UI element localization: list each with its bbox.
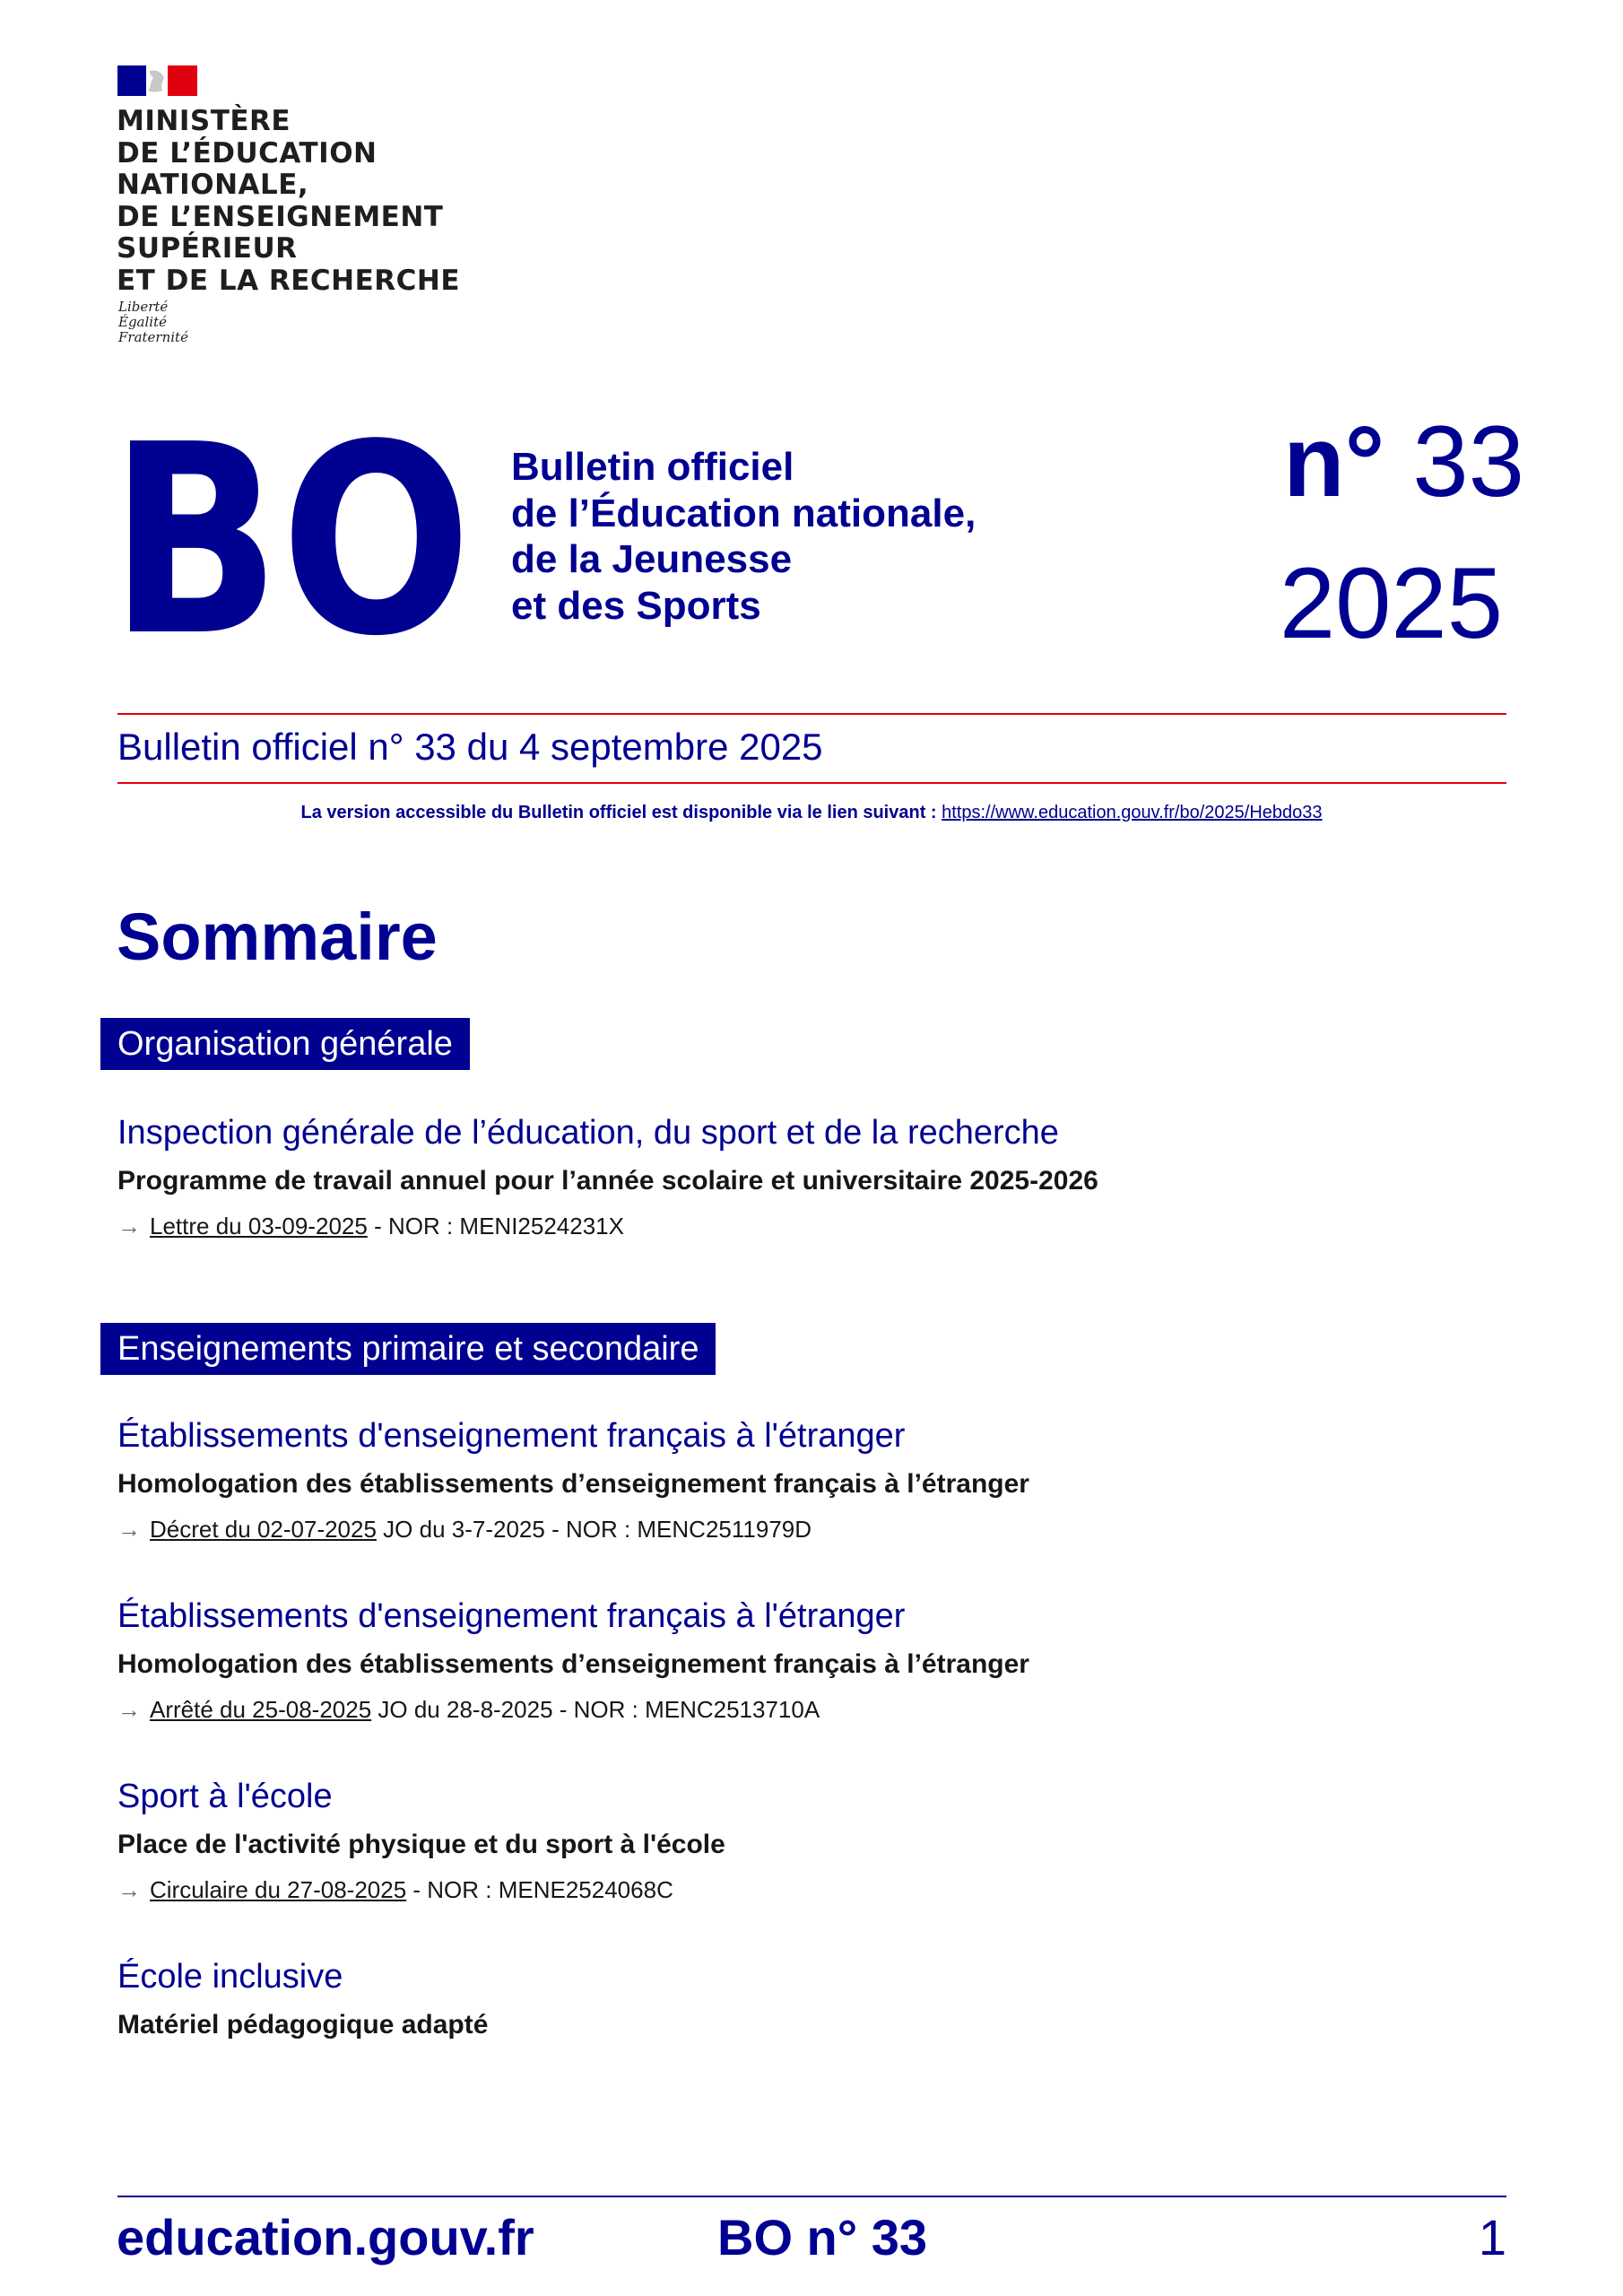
- entry-reference: [117, 1211, 1462, 1241]
- entry-reference-link[interactable]: Décret du 02-07-2025: [150, 1516, 377, 1543]
- ministry-line: DE L’ENSEIGNEMENT: [117, 200, 444, 233]
- issue-number: [1148, 405, 1524, 517]
- republic-motto: [118, 300, 188, 345]
- bo-logo: [109, 388, 473, 693]
- entry-reference-link[interactable]: Lettre du 03-09-2025: [150, 1213, 368, 1239]
- entry-reference-link[interactable]: Arrêté du 25-08-2025: [150, 1696, 372, 1723]
- summary-entry: [117, 1415, 1462, 1544]
- section-tag-organisation-generale: Organisation générale: [100, 1018, 470, 1070]
- ministry-line: NATIONALE,: [117, 169, 309, 201]
- entry-title: Homologation des établissements d’enseignement français à l’étranger: [117, 1469, 1029, 1499]
- entry-reference-link[interactable]: Circulaire du 27-08-2025: [150, 1876, 407, 1903]
- bulletin-title-line: et des Sports: [511, 583, 761, 628]
- entry-title: Place de l'activité physique et du sport à l'école: [117, 1830, 725, 1859]
- footer-divider: [117, 2196, 1506, 2197]
- accessible-version-text: La version accessible du Bulletin officiel est disponible via le lien suivant :: [300, 803, 942, 822]
- issue-year: 2025: [1279, 547, 1503, 659]
- entry-title: Matériel pédagogique adapté: [117, 2010, 489, 2039]
- footer-bulletin-number: BO n° 33: [717, 2209, 928, 2266]
- summary-entry: [117, 1776, 1462, 1905]
- section-tag-enseignements: Enseignements primaire et secondaire: [100, 1323, 716, 1375]
- bulletin-title-line: de l’Éducation nationale,: [511, 491, 976, 535]
- arrow-right-icon: →: [117, 1876, 141, 1903]
- motto-line: Égalité: [118, 314, 167, 330]
- accessible-version-notice: [0, 801, 1623, 824]
- summary-entry: [117, 1596, 1462, 1725]
- bulletin-title: [511, 444, 1013, 629]
- entry-reference-detail: - NOR : MENI2524231X: [367, 1213, 624, 1239]
- entry-reference: [117, 1514, 1462, 1544]
- page-number: 1: [1478, 2209, 1506, 2266]
- entry-reference: [117, 1694, 1462, 1725]
- footer-domain: education.gouv.fr: [117, 2209, 534, 2266]
- entry-category: Établissements d'enseignement français à l'étranger: [117, 1417, 906, 1455]
- issue-number-value: 33: [1412, 405, 1524, 517]
- bulletin-date-line: Bulletin officiel n° 33 du 4 septembre 2025: [117, 726, 823, 768]
- motto-line: Fraternité: [118, 329, 188, 345]
- ministry-line: ET DE LA RECHERCHE: [117, 264, 461, 297]
- accessible-version-link[interactable]: https://www.education.gouv.fr/bo/2025/Hebdo33: [942, 803, 1323, 822]
- ministry-line: MINISTÈRE: [117, 105, 291, 137]
- entry-category: École inclusive: [117, 1958, 343, 1996]
- motto-line: Liberté: [118, 299, 169, 315]
- entry-reference-detail: - NOR : MENE2524068C: [406, 1876, 673, 1903]
- arrow-right-icon: →: [117, 1516, 141, 1543]
- entry-title: Programme de travail annuel pour l’année scolaire et universitaire 2025-2026: [117, 1166, 1098, 1196]
- entry-category: Sport à l'école: [117, 1778, 333, 1815]
- entry-title: Homologation des établissements d’enseignement français à l’étranger: [117, 1649, 1029, 1679]
- entry-category: Établissements d'enseignement français à l'étranger: [117, 1597, 906, 1635]
- marianne-flag-logo: [117, 65, 197, 96]
- bulletin-title-line: Bulletin officiel: [511, 445, 794, 489]
- bulletin-title-line: de la Jeunesse: [511, 537, 793, 581]
- ministry-name: [117, 106, 655, 297]
- entry-category: Inspection générale de l’éducation, du sport et de la recherche: [117, 1114, 1059, 1152]
- summary-entry: [117, 1112, 1462, 1241]
- divider: [117, 782, 1506, 784]
- ministry-line: SUPÉRIEUR: [117, 232, 298, 265]
- ministry-line: DE L’ÉDUCATION: [117, 136, 378, 170]
- arrow-right-icon: →: [117, 1213, 141, 1239]
- sommaire-heading: Sommaire: [117, 900, 438, 974]
- entry-reference-detail: JO du 3-7-2025 - NOR : MENC2511979D: [376, 1516, 812, 1543]
- arrow-right-icon: →: [117, 1696, 141, 1723]
- entry-reference: [117, 1874, 1462, 1905]
- issue-prefix: n°: [1283, 405, 1385, 517]
- summary-entry: [117, 1956, 1462, 2042]
- entry-reference-detail: JO du 28-8-2025 - NOR : MENC2513710A: [371, 1696, 820, 1723]
- divider: [117, 713, 1506, 715]
- bo-logo-text: BO: [109, 388, 472, 693]
